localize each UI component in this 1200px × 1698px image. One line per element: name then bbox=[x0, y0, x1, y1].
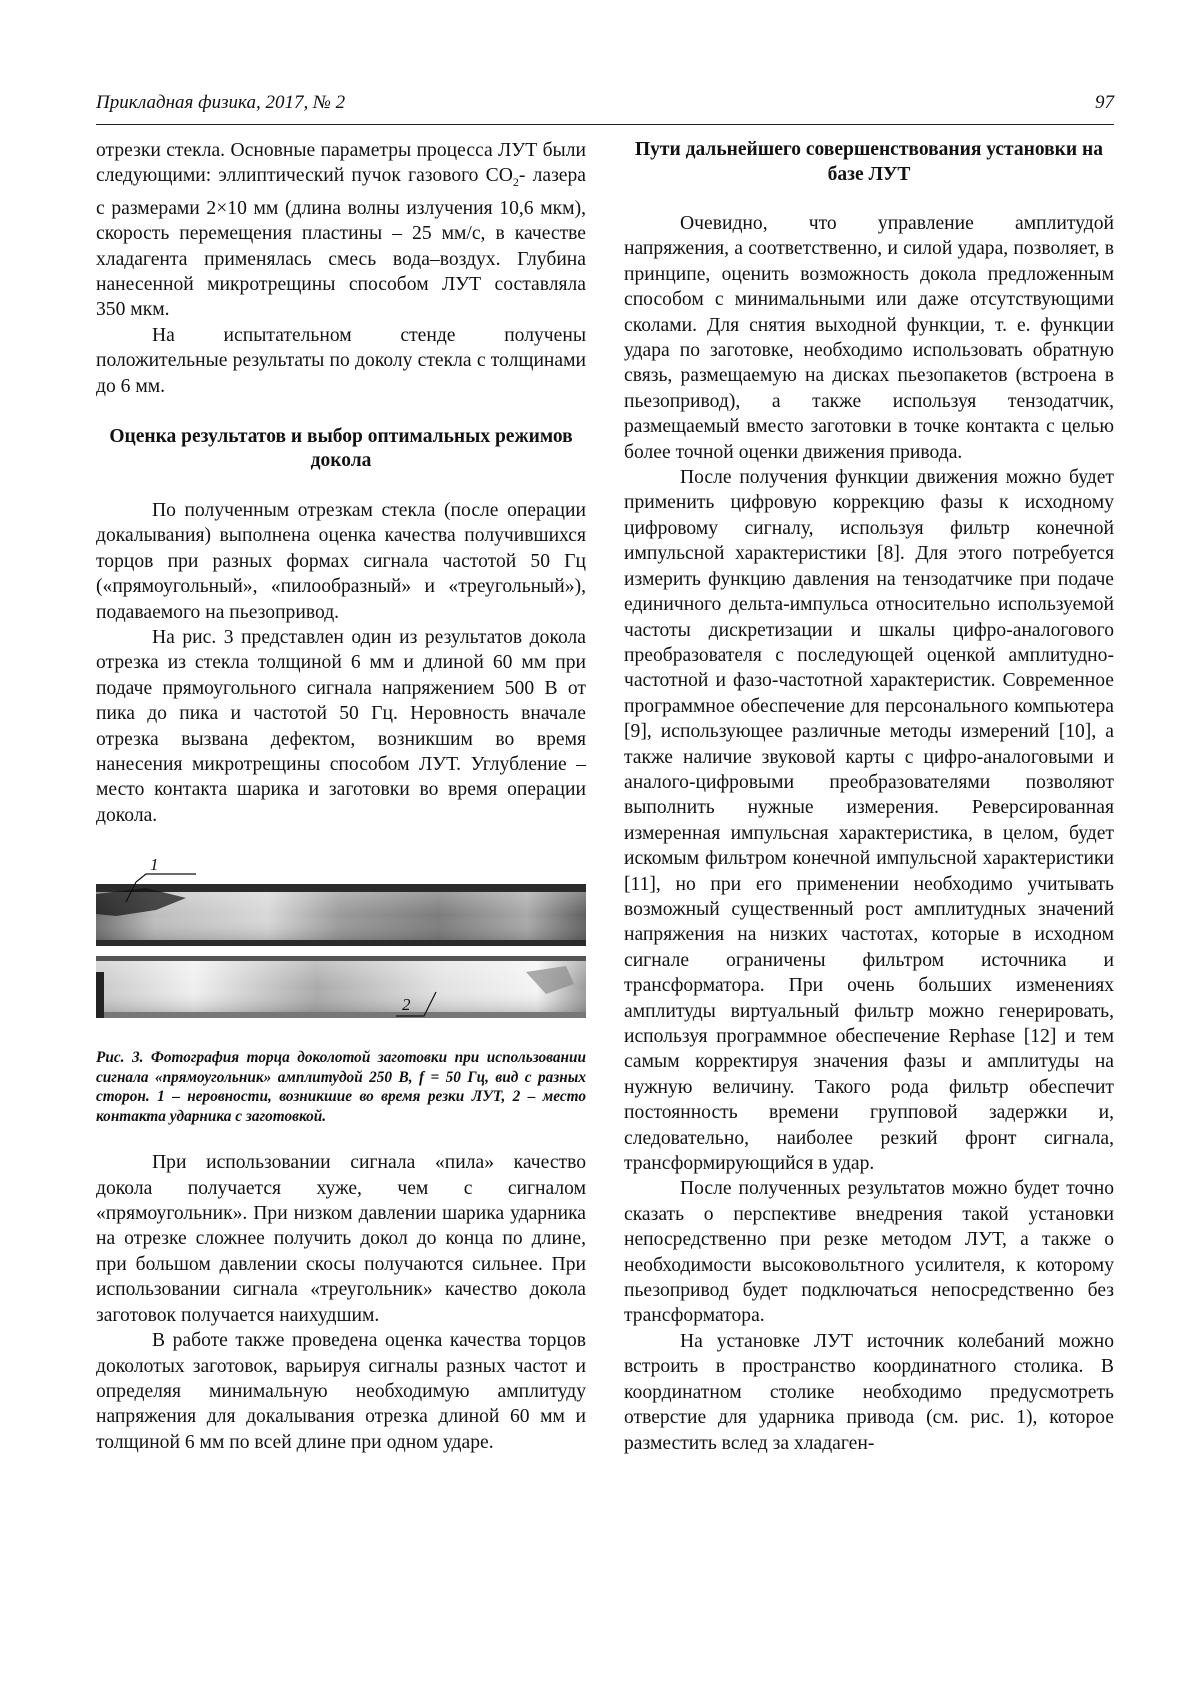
results-paragraph-1: По полученным отрезкам стекла (после операции докалывания) выполнена оценка качества получившихся торцов при разных формах сигнала частотой 50 Гц («прямоугольный», «пилообразный» и «треугольный»), подаваемого на пьезопривод. bbox=[96, 499, 586, 623]
improvement-paragraph-3: После полученных результатов можно будет точно сказать о перспективе внедрения такой установки непосредственно при резке методом ЛУТ, а также о необходимости высоковольтного усилителя, к которому пьезопривод будет подключаться непосредственно без трансформатора. bbox=[624, 1178, 1114, 1327]
journal-title: Прикладная физика, 2017, № 2 bbox=[96, 92, 346, 113]
figure-label-2: 2 bbox=[402, 995, 411, 1015]
stand-paragraph: На испытательном стенде получены положительные результаты по доколу стекла с толщинами до 6 мм. bbox=[96, 324, 586, 397]
section-title-results: Оценка результатов и выбор оптимальных режимов докола bbox=[109, 425, 573, 472]
section-title-improvement: Пути дальнейшего совершенствования установки на базе ЛУТ bbox=[635, 139, 1103, 185]
figure-3 bbox=[96, 854, 586, 1040]
figure-3-photo bbox=[96, 854, 586, 1040]
improvement-paragraph-2: После получения функции движения можно будет применить цифровую коррекцию фазы к исходному цифровому сигналу, используя фильтр конечной импульсной характеристики [8]. Для этого потребуется измерить функцию давления на тензодатчике при подаче единичного дельта-импульса относительно используемой частоты дискретизации и шкалы цифро-аналогового преобразователя с последующей оценкой амплитудно-частотной и фазо-частотной характеристик. Современное программное обеспечение для персонального компьютера [9], использующее различные методы измерений [10], а также наличие звуковой карты с цифро-аналоговыми и аналого-цифровыми преобразователями позволяют выполнить нужные измерения. Реверсированная измеренная импульсная характеристика, в целом, будет искомым фильтром конечной импульсной характеристики [11], но при его применении необходимо учитывать возможный существенный рост амплитудных значений напряжения на низких частотах, которые в исходном сигнале ограничены фильтром источника и трансформатора. При очень больших изменениях амплитуды виртуальный фильтр можно генерировать, используя программное обеспечение Rephase [12] и тем самым корректируя значения фазы и амплитуды на нужную величину. Такого рода фильтр обеспечит постоянность времени групповой задержки и, следовательно, наиболее резкий фронт сигнала, трансформирующийся в удар. bbox=[624, 467, 1114, 1175]
running-header bbox=[96, 92, 1114, 122]
improvement-paragraph-1: Очевидно, что управление амплитудой напряжения, а соответственно, и силой удара, позволяет, в принципе, оценить возможность докола предложенным способом с минимальными или даже отсутствующими сколами. Для снятия выходной функции, т. е. функции удара по заготовке, необходимо использовать обратную связь, размещаемую на дисках пьезопакетов (встроена в пьезопривод), а также используя тензодатчик, размещаемый вместо заготовки в точке контакта с целью более точной оценки движения привода. bbox=[624, 213, 1114, 463]
improvement-paragraph-4: На установке ЛУТ источник колебаний можно встроить в пространство координатного столика. В координатном столике необходимо предусмотреть отверстие для ударника привода (см. рис. 1), которое разместить вслед за хладаген- bbox=[624, 1330, 1114, 1454]
left-column bbox=[96, 138, 586, 1455]
figure-label-1: 1 bbox=[150, 855, 159, 875]
results-paragraph-4: В работе также проведена оценка качества торцов доколотых заготовок, варьируя сигналы разных частот и определяя минимальную необходимую амплитуду напряжения для докалывания отрезка длиной 60 мм и толщиной 6 мм по всей длине при одном ударе. bbox=[96, 1330, 586, 1453]
header-rule bbox=[96, 124, 1114, 125]
results-paragraph-3: При использовании сигнала «пила» качество докола получается хуже, чем с сигналом «прямоугольник». При низком давлении шарика ударника на отрезке сложнее получить докол до конца по длине, при большом давлении скосы получаются сильнее. При использовании сигнала «треугольник» качество докола заготовок получается наихудшим. bbox=[96, 1152, 586, 1326]
figure-3-caption: Рис. 3. Фотография торца доколотой заготовки при использовании сигнала «прямоугольник» амплитудой 250 В, f = 50 Гц, вид с разных сторон. 1 – неровности, возникшие во время резки ЛУТ, 2 – место контакта ударника с заготовкой. bbox=[96, 1049, 586, 1125]
right-column bbox=[624, 138, 1114, 1456]
page-number: 97 bbox=[1095, 92, 1114, 113]
intro-paragraph: отрезки стекла. Основные параметры процесса ЛУТ были следующими: эллиптический пучок газового $СО_2-$ лазера с размерами 2×10 мм (длина волны излучения 10,6 мкм), скорость перемещения пластины – 25 мм/с, в качестве хладагента применялась смесь вода–воздух. Глубина нанесенной микротрещины способом ЛУТ составляла 350 мкм. bbox=[96, 140, 586, 321]
results-paragraph-2: На рис. 3 представлен один из результатов докола отрезка из стекла толщиной 6 мм и длиной 60 мм при подаче прямоугольного сигнала напряжением 500 В от пика до пика и частотой 50 Гц. Неровность вначале отрезка вызвана дефектом, возникшим во время нанесения микротрещины способом ЛУТ. Углубление – место контакта шарика и заготовки во время операции докола. bbox=[96, 627, 586, 826]
